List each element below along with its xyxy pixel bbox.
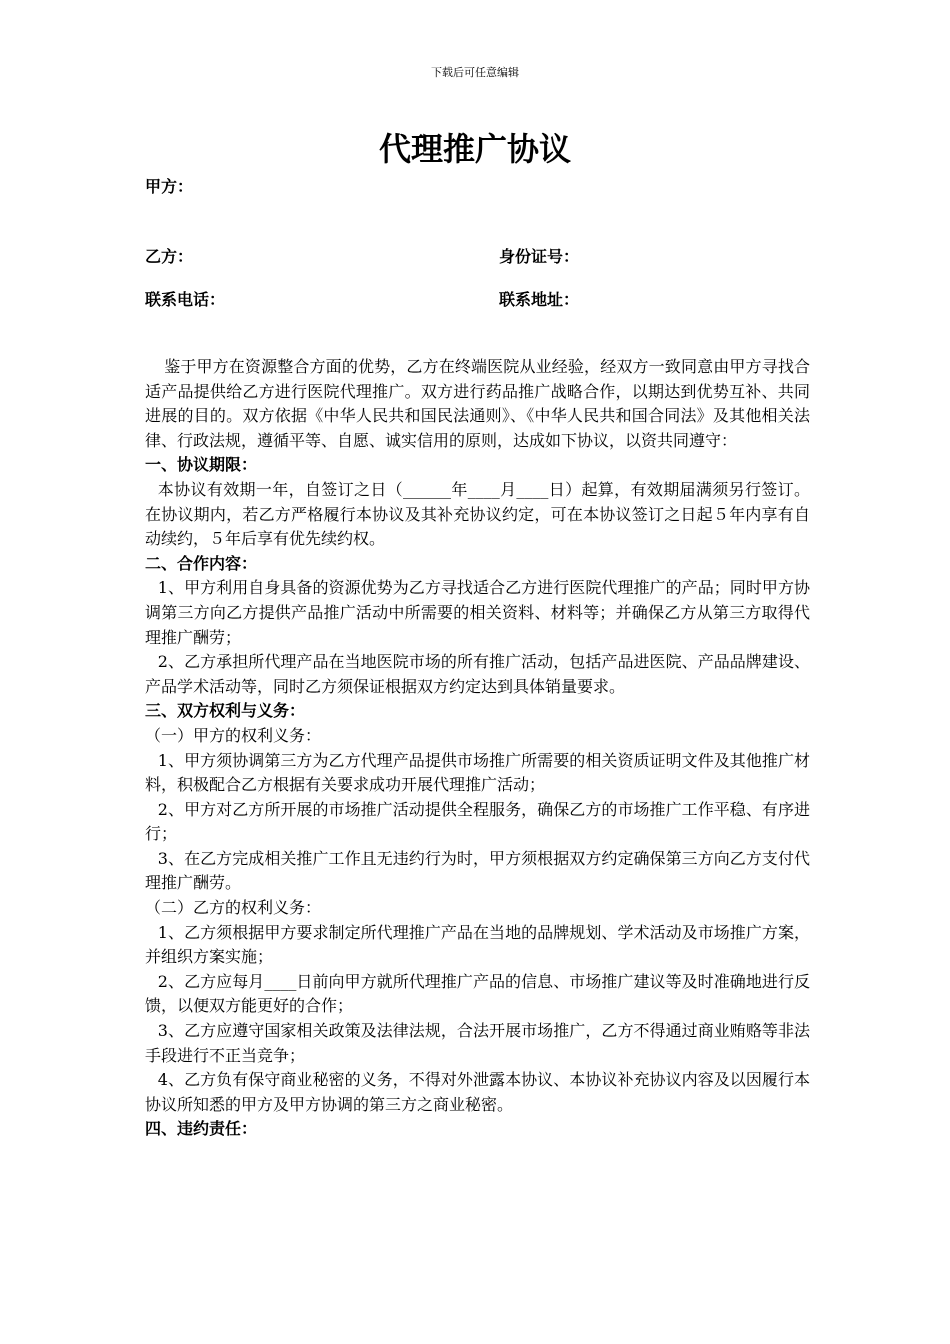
- section-3-b-item-1: 1、乙方须根据甲方要求制定所代理推广产品在当地的品牌规划、学术活动及市场推广方案，并组织方案实施；: [145, 922, 810, 967]
- address-label: 联系地址：: [499, 290, 580, 309]
- document-title: 代理推广协议: [378, 130, 571, 168]
- section-2-item-1: 1、甲方利用自身具备的资源优势为乙方寻找适合乙方进行医院代理推广的产品；同时甲方协调第三方向乙方提供产品推广活动中所需要的相关资料、材料等；并确保乙方从第三方取得代理推广酬劳；: [145, 578, 810, 647]
- section-3-a-item-1: 1、甲方须协调第三方为乙方代理产品提供市场推广所需要的相关资质证明文件及其他推广材料，积极配合乙方根据有关要求成功开展代理推广活动；: [145, 750, 810, 795]
- section-3-a-item-3: 3、在乙方完成相关推广工作且无违约行为时，甲方须根据双方约定确保第三方向乙方支付代理推广酬劳。: [145, 848, 810, 893]
- agreement-body: [145, 355, 810, 1142]
- section-2-heading: 二、合作内容：: [145, 553, 258, 573]
- section-3-b-item-4: 4、乙方负有保守商业秘密的义务，不得对外泄露本协议、本协议补充协议内容及以因履行本协议所知悉的甲方及甲方协调的第三方之商业秘密。: [145, 1070, 810, 1114]
- section-3-b-item-2: 2、乙方应每月____日前向甲方就所代理推广产品的信息、市场推广建议等及时准确地进行反馈，以便双方能更好的合作；: [145, 971, 810, 1016]
- section-1-text: 本协议有效期一年，自签订之日（______年____月____日）起算，有效期届满须另行签订。在协议期内，若乙方严格履行本协议及其补充协议约定，可在本协议签订之日起５年内享有自动续约，５年后享有优先续约权。: [145, 479, 810, 549]
- section-3-subheading-b: （二）乙方的权利义务：: [145, 898, 322, 918]
- section-1-heading: 一、协议期限：: [145, 455, 258, 475]
- section-2-item-2: 2、乙方承担所代理产品在当地医院市场的所有推广活动，包括产品进医院、产品品牌建设、产品学术活动等，同时乙方须保证根据双方约定达到具体销量要求。: [145, 652, 810, 696]
- party-b-label: 乙方：: [145, 247, 194, 266]
- id-number-label: 身份证号：: [499, 247, 580, 266]
- phone-label: 联系电话：: [145, 290, 226, 309]
- party-a-label: 甲方：: [145, 177, 194, 196]
- header-note: 下载后可任意编辑: [431, 66, 519, 79]
- section-3-b-item-3: 3、乙方应遵守国家相关政策及法律法规，合法开展市场推广，乙方不得通过商业贿赂等非法手段进行不正当竞争；: [145, 1021, 810, 1065]
- section-3-heading: 三、双方权利与义务：: [145, 701, 306, 721]
- section-3-a-item-2: 2、甲方对乙方所开展的市场推广活动提供全程服务，确保乙方的市场推广工作平稳、有序进行；: [145, 799, 810, 844]
- section-4-heading: 四、违约责任：: [145, 1119, 258, 1139]
- preamble-paragraph: 鉴于甲方在资源整合方面的优势，乙方在终端医院从业经验，经双方一致同意由甲方寻找合适产品提供给乙方进行医院代理推广。双方进行药品推广战略合作，以期达到优势互补、共同进展的目的。双方依据《中华人民共和国民法通则》、《中华人民共和国合同法》及其他相关法律、行政法规，遵循平等、自愿、诚实信用的原则，达成如下协议，以资共同遵守：: [145, 357, 810, 450]
- section-3-subheading-a: （一）甲方的权利义务：: [145, 725, 322, 745]
